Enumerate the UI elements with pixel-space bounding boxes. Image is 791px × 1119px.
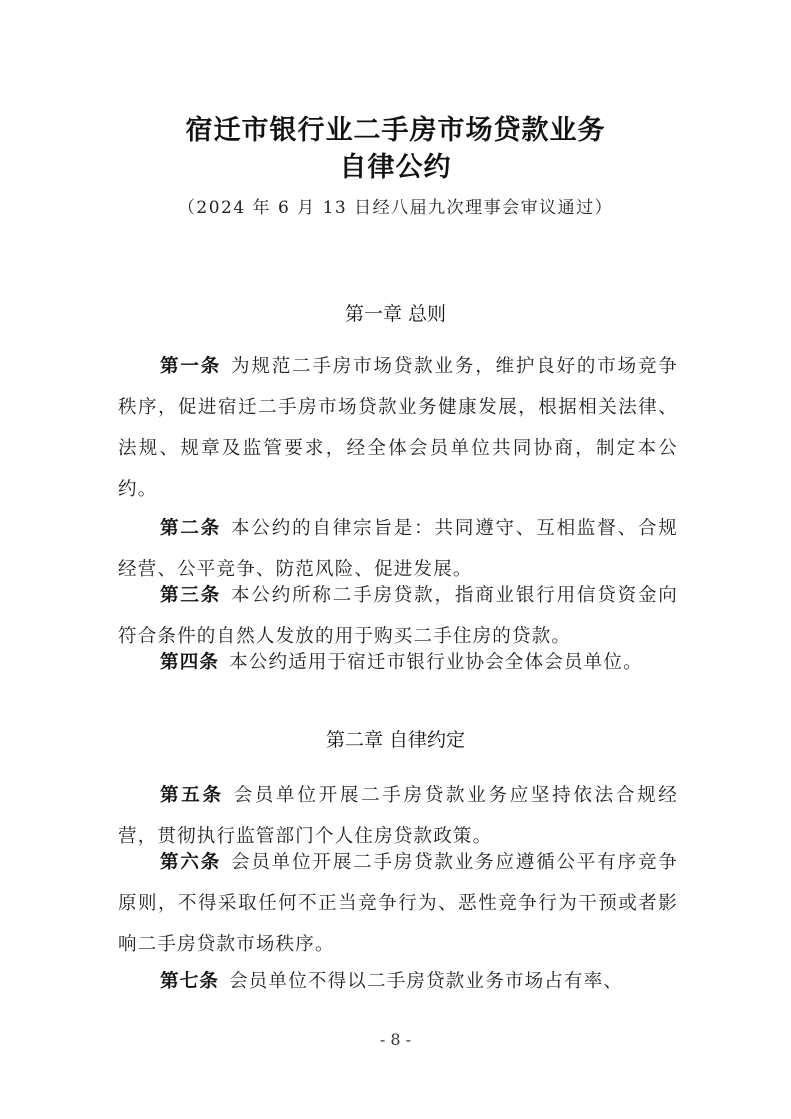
chapter-heading-2: 第二章 自律约定	[325, 729, 466, 751]
document-title-line1: 宿迁市银行业二手房市场贷款业务	[185, 115, 606, 146]
article-label: 第三条	[160, 585, 222, 606]
article-7	[118, 961, 678, 1002]
document-subtitle: （2024 年 6 月 13 日经八届九次理事会审议通过）	[177, 198, 614, 218]
article-text: 为规范二手房市场贷款业务，维护良好的市场竞争秩序，促进宿迁二手房市场贷款业务健康发展，根据相关法律、法规、规章及监管要求，经全体会员单位共同协商，制定本公约。	[118, 356, 678, 500]
article-text: 会员单位开展二手房贷款业务应遵循公平有序竞争原则，不得采取任何不正当竞争行为、恶性竞争行为干预或者影响二手房贷款市场秩序。	[118, 852, 678, 955]
article-1	[118, 346, 678, 510]
article-label: 第四条	[160, 652, 220, 673]
article-text: 会员单位不得以二手房贷款业务市场占有率、	[229, 971, 624, 992]
article-text: 会员单位开展二手房贷款业务应坚持依法合规经营，贯彻执行监管部门个人住房贷款政策。	[118, 785, 679, 847]
document-title-line2: 自律公约	[339, 152, 452, 183]
chapter-heading-1: 第一章 总则	[344, 303, 447, 325]
article-text: 本公约的自律宗旨是：共同遵守、互相监督、合规经营、公平竞争、防范风险、促进发展。	[118, 518, 678, 580]
article-label: 第二条	[160, 518, 222, 539]
page-number: - 8 -	[379, 1030, 412, 1049]
article-4	[118, 642, 678, 683]
article-6	[118, 842, 678, 965]
article-label: 第五条	[160, 785, 224, 806]
article-label: 第六条	[160, 852, 222, 873]
article-label: 第七条	[160, 971, 220, 992]
article-text: 本公约所称二手房贷款，指商业银行用信贷资金向符合条件的自然人发放的用于购买二手住房的贷款。	[118, 585, 678, 647]
article-text: 本公约适用于宿迁市银行业协会全体会员单位。	[229, 652, 643, 673]
article-label: 第一条	[160, 356, 222, 377]
